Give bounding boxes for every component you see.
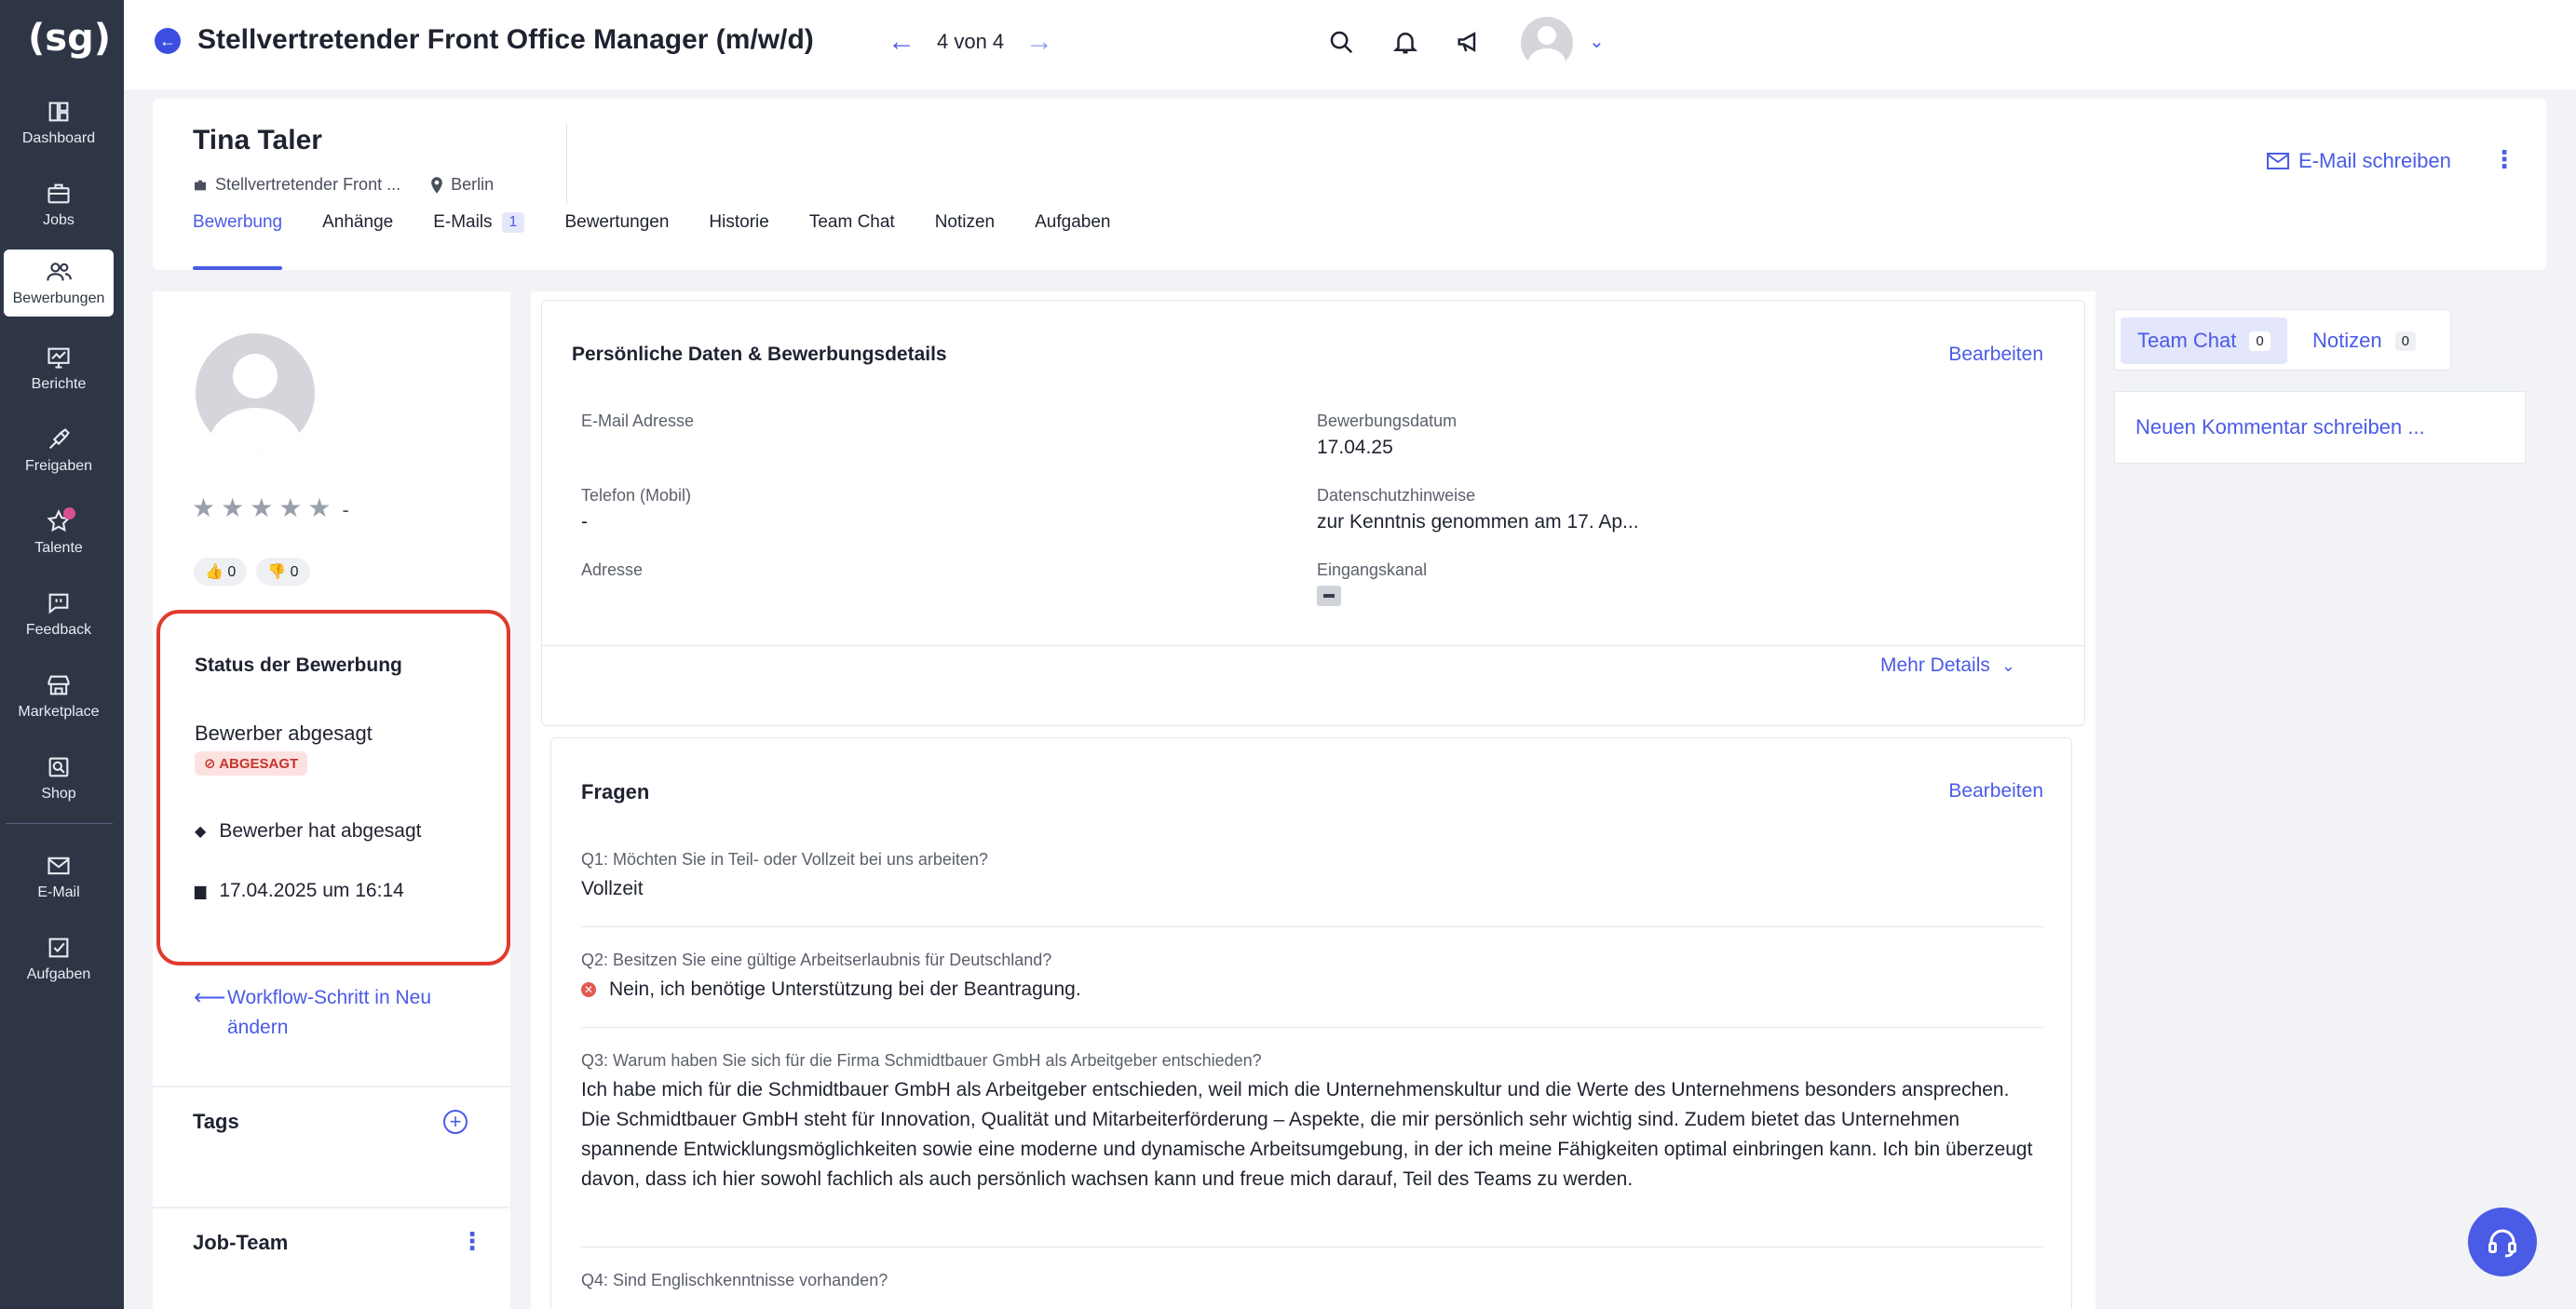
user-avatar[interactable] — [1521, 17, 1573, 69]
candidate-location: Berlin — [451, 175, 495, 194]
sidebar-item-dashboard[interactable] — [4, 89, 114, 156]
tab-emails[interactable] — [433, 212, 524, 270]
status-badge-label: ABGESAGT — [219, 756, 299, 772]
search-icon[interactable] — [1327, 28, 1355, 56]
shop-icon — [46, 754, 72, 780]
tab-team-chat[interactable] — [809, 212, 895, 270]
more-options-icon[interactable]: ⋮ — [2492, 145, 2516, 173]
application-status-box — [156, 610, 510, 965]
mail-icon — [46, 853, 72, 879]
pager-count: 4 von 4 — [937, 30, 1005, 53]
tab-team-chat-panel[interactable] — [2121, 317, 2287, 364]
tab-label: Anhänge — [322, 212, 394, 232]
diamond-icon: ◆ — [195, 824, 207, 840]
section-title: Fragen — [581, 780, 650, 803]
calendar-icon: ▆ — [195, 884, 207, 899]
divider — [542, 645, 2084, 646]
tags-title: Tags — [193, 1110, 239, 1133]
votes — [194, 558, 319, 586]
tab-label: E-Mails — [433, 212, 493, 232]
prev-arrow-icon[interactable]: ← — [888, 26, 915, 57]
feedback-icon — [46, 590, 72, 616]
page-title: Stellvertretender Front Office Manager (m/w/d) — [197, 24, 814, 55]
field-label: E-Mail Adresse — [581, 412, 695, 430]
cancel-icon: ⊘ — [204, 756, 220, 772]
sidebar-item-marketplace[interactable] — [4, 663, 114, 730]
question-label: Q4: Sind Englischkenntnisse vorhanden? — [581, 1271, 888, 1289]
divider — [566, 123, 567, 205]
new-comment-input[interactable] — [2114, 391, 2526, 464]
more-options-icon[interactable]: ⋮ — [460, 1227, 484, 1255]
profile-avatar — [196, 333, 315, 452]
thumbs-down-button[interactable] — [256, 558, 309, 586]
rating-value: - — [342, 498, 349, 521]
sidebar-item-talente[interactable] — [4, 499, 114, 566]
candidate-meta — [193, 175, 494, 195]
sidebar-divider — [6, 823, 113, 824]
sidebar-item-label: Marketplace — [18, 704, 100, 720]
briefcase-icon — [193, 178, 208, 193]
comment-placeholder: Neuen Kommentar schreiben ... — [2135, 415, 2425, 439]
question-label: Q2: Besitzen Sie eine gültige Arbeitserlaubnis für Deutschland? — [581, 951, 1052, 969]
tab-label: Bewertungen — [564, 212, 670, 232]
question-answer: Ich habe mich für die Schmidtbauer GmbH als Arbeitgeber entschieden, weil mich die Unternehmenskultur und die Werte des Unternehmens besonders ansprechen. Die Schmidtbauer GmbH steht für Innovation, Qualität und Mitarbeiterförderung – Aspekte, die mir persönlich sehr wichtig sind. Zudem bietet das Unternehmen spannende Entwicklungsmöglichkeiten sowie eine moderne und dynamische Arbeitsumgebung, in der ich meine Fähigkeiten optimal einbringen kann. Ich bin überzeugt davon, dass ich hier sowohl fachlich als auch persönlich wachsen kann und freue mich darauf, Teil des Teams zu werden. — [581, 1079, 2033, 1190]
notification-dot — [63, 507, 75, 520]
sidebar-item-label: E-Mail — [37, 884, 80, 900]
sidebar-item-feedback[interactable] — [4, 581, 114, 648]
field-label: Telefon (Mobil) — [581, 486, 692, 505]
status-date — [195, 880, 404, 902]
sidebar-item-label: Talente — [34, 540, 83, 556]
sidebar-item-shop[interactable] — [4, 745, 114, 812]
field-value: 17.04.25 — [1317, 437, 1393, 458]
x-circle-icon: ✕ — [581, 982, 596, 997]
tab-label: Notizen — [2312, 329, 2382, 352]
email-count-badge: 1 — [502, 212, 525, 233]
pager — [883, 26, 1058, 58]
sidebar-item-jobs[interactable] — [4, 171, 114, 238]
status-reason — [195, 820, 421, 843]
thumbs-up-icon: 👍 — [205, 564, 224, 580]
divider — [581, 1027, 2043, 1028]
tab-aufgaben[interactable] — [1035, 212, 1110, 270]
side-panel-tabs — [2114, 309, 2451, 371]
sidebar-item-label: Bewerbungen — [12, 290, 105, 306]
tab-label: Team Chat — [2137, 329, 2237, 352]
status-text: Bewerber abgesagt — [195, 722, 373, 745]
channel-icon — [1317, 586, 1341, 612]
section-title: Persönliche Daten & Bewerbungsdetails — [572, 344, 947, 365]
sidebar-item-freigaben[interactable] — [4, 417, 114, 484]
divider — [581, 926, 2043, 927]
question-label: Q1: Möchten Sie in Teil- oder Vollzeit bei uns arbeiten? — [581, 850, 988, 869]
more-details-button[interactable] — [1880, 654, 2015, 677]
tab-historie[interactable] — [709, 212, 768, 270]
tab-bewertungen[interactable] — [564, 212, 669, 270]
more-details-label: Mehr Details — [1880, 654, 1990, 676]
headset-icon — [2486, 1225, 2519, 1259]
status-title: Status der Bewerbung — [195, 654, 402, 676]
sidebar-item-label: Shop — [41, 786, 76, 802]
sidebar-item-berichte[interactable] — [4, 335, 114, 402]
status-badge — [195, 751, 307, 776]
write-email-button[interactable] — [2267, 149, 2451, 173]
tab-bewerbung[interactable] — [193, 212, 282, 270]
thumbs-up-button[interactable] — [194, 558, 247, 586]
field-value: zur Kenntnis genommen am 17. Ap... — [1317, 511, 1639, 533]
sidebar-item-email[interactable] — [4, 843, 114, 911]
candidate-job: Stellvertretender Front ... — [215, 175, 401, 194]
candidate-header — [153, 99, 2546, 270]
sidebar-item-label: Berichte — [31, 376, 87, 392]
chevron-down-icon[interactable]: ⌄ — [1589, 32, 1605, 52]
megaphone-icon[interactable] — [1456, 28, 1484, 56]
next-arrow-icon[interactable]: → — [1025, 26, 1054, 57]
sidebar-item-label: Dashboard — [21, 130, 96, 146]
tab-anhaenge[interactable] — [322, 212, 393, 270]
job-team-title: Job-Team — [193, 1231, 289, 1254]
question-label: Q3: Warum haben Sie sich für die Firma Schmidtbauer GmbH als Arbeitgeber entschieden? — [581, 1051, 1262, 1070]
brand-logo[interactable]: (sg) — [28, 17, 112, 60]
chart-icon — [46, 344, 72, 371]
tab-label: Team Chat — [808, 212, 895, 232]
candidate-name: Tina Taler — [193, 125, 322, 155]
tasks-icon — [46, 935, 72, 961]
write-email-label: E-Mail schreiben — [2298, 149, 2451, 172]
workflow-link-text: Workflow-Schritt in Neu ändern — [227, 987, 432, 1038]
sidebar — [0, 0, 124, 1309]
briefcase-icon — [46, 181, 72, 207]
mail-icon — [2267, 152, 2289, 170]
arrow-left-icon: ⟵ — [194, 985, 226, 1010]
field-value: - — [581, 511, 588, 533]
sidebar-item-label: Freigaben — [24, 458, 93, 474]
thumbs-down-icon: 👎 — [267, 564, 287, 580]
status-date-text: 17.04.2025 um 16:14 — [219, 880, 404, 901]
support-button[interactable] — [2468, 1208, 2537, 1276]
bell-icon[interactable] — [1391, 28, 1419, 56]
divider — [581, 1247, 2043, 1248]
rating-stars[interactable] — [192, 493, 349, 523]
chevron-down-icon: ⌄ — [2000, 655, 2015, 675]
divider — [153, 1086, 510, 1087]
top-bar — [124, 0, 2576, 89]
dashboard-icon — [46, 99, 72, 125]
field-label: Adresse — [581, 560, 644, 579]
count-badge: 0 — [2395, 331, 2416, 351]
status-reason-text: Bewerber hat abgesagt — [219, 820, 422, 842]
tab-notizen-panel[interactable] — [2296, 317, 2433, 364]
users-icon — [46, 259, 72, 285]
sidebar-item-label: Feedback — [25, 622, 92, 638]
sidebar-item-bewerbungen[interactable] — [4, 250, 114, 317]
store-icon — [46, 672, 72, 698]
tab-label: Historie — [709, 212, 769, 232]
sidebar-item-label: Jobs — [43, 212, 75, 228]
field-label: Bewerbungsdatum — [1317, 412, 1457, 430]
divider — [153, 1207, 510, 1208]
personal-data-card — [541, 300, 2085, 726]
tab-label: Notizen — [934, 212, 996, 232]
approval-icon — [46, 426, 72, 452]
change-workflow-link[interactable] — [194, 983, 469, 1043]
questions-card — [550, 737, 2072, 1309]
back-arrow-icon[interactable]: ← — [155, 28, 181, 54]
candidate-tabs — [193, 212, 1150, 270]
thumbs-down-count: 0 — [290, 564, 299, 580]
question-answer-row — [581, 975, 2034, 1005]
sidebar-item-label: Aufgaben — [26, 966, 91, 982]
location-pin-icon — [430, 177, 443, 194]
count-badge: 0 — [2249, 331, 2270, 351]
field-label: Datenschutzhinweise — [1317, 486, 1476, 505]
edit-questions-button[interactable]: Bearbeiten — [1948, 780, 2043, 802]
thumbs-up-count: 0 — [227, 564, 237, 580]
sidebar-item-aufgaben[interactable] — [4, 925, 114, 992]
add-tag-icon[interactable]: + — [443, 1110, 468, 1134]
tab-notizen[interactable] — [935, 212, 995, 270]
question-answer: Vollzeit — [581, 878, 644, 899]
tab-label: Bewerbung — [193, 212, 283, 232]
tab-label: Aufgaben — [1035, 212, 1111, 232]
star-icons[interactable]: ★★★★★ — [192, 493, 337, 522]
question-answer: Nein, ich benötige Unterstützung bei der Beantragung. — [609, 978, 1081, 1000]
field-label: Eingangskanal — [1317, 560, 1428, 579]
edit-personal-button[interactable]: Bearbeiten — [1948, 344, 2043, 365]
